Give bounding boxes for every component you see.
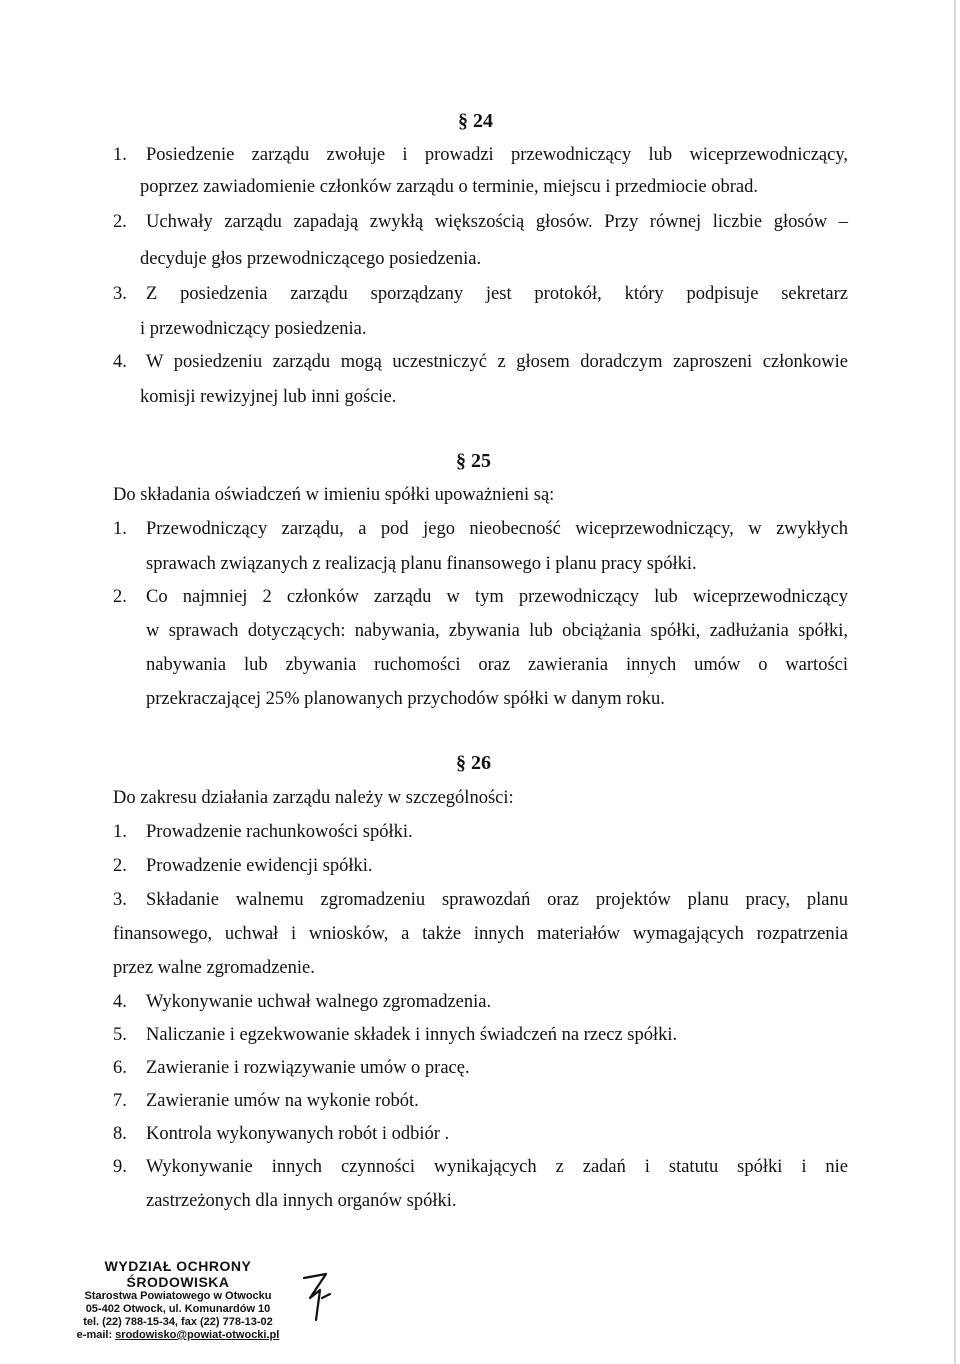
s24-item-1-line-2: poprzez zawiadomienie członków zarządu o terminie, miejscu i przedmiocie obrad. xyxy=(140,177,758,197)
s26-item-9-line-2: zastrzeżonych dla innych organów spółki. xyxy=(146,1191,457,1211)
s26-item-3-line-2: finansowego, uchwał i wniosków, a także innych materiałów wymagających rozpatrzenia xyxy=(113,924,848,944)
s25-item-2-line-4: przekraczającej 25% planowanych przychodów spółki w danym roku. xyxy=(146,689,665,709)
s26-item-7-number: 7. xyxy=(113,1091,127,1111)
s26-item-8-number: 8. xyxy=(113,1124,127,1144)
s25-item-1-line-1: Przewodniczący zarządu, a pod jego nieobecność wiceprzewodniczący, w zwykłych xyxy=(146,519,848,539)
s24-item-2-line-2: decyduje głos przewodniczącego posiedzenia. xyxy=(140,249,482,269)
s26-item-5-number: 5. xyxy=(113,1025,127,1045)
s26-item-5-line-1: Naliczanie i egzekwowanie składek i innych świadczeń na rzecz spółki. xyxy=(146,1025,678,1045)
s26-item-6-line-1: Zawieranie i rozwiązywanie umów o pracę. xyxy=(146,1058,470,1078)
stamp-email-link[interactable]: srodowisko@powiat-otwocki.pl xyxy=(115,1329,280,1341)
s26-item-3-line-3: przez walne zgromadzenie. xyxy=(113,958,315,978)
s26-item-9-number: 9. xyxy=(113,1157,127,1177)
section-25-heading: § 25 xyxy=(456,450,491,472)
section-24-heading: § 24 xyxy=(458,110,493,132)
s24-item-3-number: 3. xyxy=(113,284,127,304)
stamp-line-4: 05-402 Otwock, ul. Komunardów 10 xyxy=(85,1303,271,1315)
s25-item-2-number: 2. xyxy=(113,587,127,607)
scan-edge-line xyxy=(954,0,956,1364)
s26-item-1-number: 1. xyxy=(113,822,127,842)
s25-item-1-line-2: sprawach związanych z realizacją planu finansowego i planu pracy spółki. xyxy=(146,554,697,574)
stamp-line-2: ŚRODOWISKA xyxy=(126,1274,230,1290)
s26-item-6-number: 6. xyxy=(113,1058,127,1078)
s24-item-2-number: 2. xyxy=(113,212,127,232)
s24-item-1-number: 1. xyxy=(113,145,127,165)
s26-item-8-line-1: Kontrola wykonywanych robót i odbiór . xyxy=(146,1124,450,1144)
s26-item-9-line-1: Wykonywanie innych czynności wynikających z zadań i statutu spółki i nie xyxy=(146,1157,848,1177)
s26-intro: Do zakresu działania zarządu należy w szczególności: xyxy=(113,788,514,808)
s24-item-4-number: 4. xyxy=(113,352,127,372)
s26-item-1-line-1: Prowadzenie rachunkowości spółki. xyxy=(146,822,413,842)
s24-item-4-line-1: W posiedzeniu zarządu mogą uczestniczyć z głosem doradczym zaproszeni członkowie xyxy=(146,352,848,372)
s26-item-3-line-1: Składanie walnemu zgromadzeniu sprawozdań oraz projektów planu pracy, planu xyxy=(146,890,848,910)
stamp-email-label: e-mail: xyxy=(76,1329,116,1341)
s26-item-4-line-1: Wykonywanie uchwał walnego zgromadzenia. xyxy=(146,992,492,1012)
office-stamp xyxy=(58,1258,298,1342)
stamp-line-5: tel. (22) 788-15-34, fax (22) 778-13-02 xyxy=(83,1316,273,1328)
s24-item-3-line-1: Z posiedzenia zarządu sporządzany jest protokół, który podpisuje sekretarz xyxy=(146,284,848,304)
s24-item-4-line-2: komisji rewizyjnej lub inni goście. xyxy=(140,387,397,407)
s25-item-1-number: 1. xyxy=(113,519,127,539)
s24-item-3-line-2: i przewodniczący posiedzenia. xyxy=(140,319,367,339)
s24-item-1-line-1: Posiedzenie zarządu zwołuje i prowadzi przewodniczący lub wiceprzewodniczący, xyxy=(146,145,848,165)
s25-item-2-line-3: nabywania lub zbywania ruchomości oraz zawierania innych umów o wartości xyxy=(146,655,848,675)
stamp-line-3: Starostwa Powiatowego w Otwocku xyxy=(84,1290,272,1302)
section-26-heading: § 26 xyxy=(456,752,491,774)
s26-item-2-line-1: Prowadzenie ewidencji spółki. xyxy=(146,856,373,876)
handwritten-signature xyxy=(286,1268,346,1328)
s25-item-2-line-1: Co najmniej 2 członków zarządu w tym przewodniczący lub wiceprzewodniczący xyxy=(146,587,848,607)
s25-intro: Do składania oświadczeń w imieniu spółki upoważnieni są: xyxy=(113,485,555,505)
s25-item-2-line-2: w sprawach dotyczących: nabywania, zbywania lub obciążania spółki, zadłużania spółki, xyxy=(146,621,848,641)
s26-item-2-number: 2. xyxy=(113,856,127,876)
stamp-line-1: WYDZIAŁ OCHRONY xyxy=(104,1258,252,1274)
s26-item-3-number: 3. xyxy=(113,890,127,910)
stamp-line-6 xyxy=(58,1329,298,1342)
s26-item-4-number: 4. xyxy=(113,992,127,1012)
s24-item-2-line-1: Uchwały zarządu zapadają zwykłą większością głosów. Przy równej liczbie głosów – xyxy=(146,212,848,232)
s26-item-7-line-1: Zawieranie umów na wykonie robót. xyxy=(146,1091,419,1111)
